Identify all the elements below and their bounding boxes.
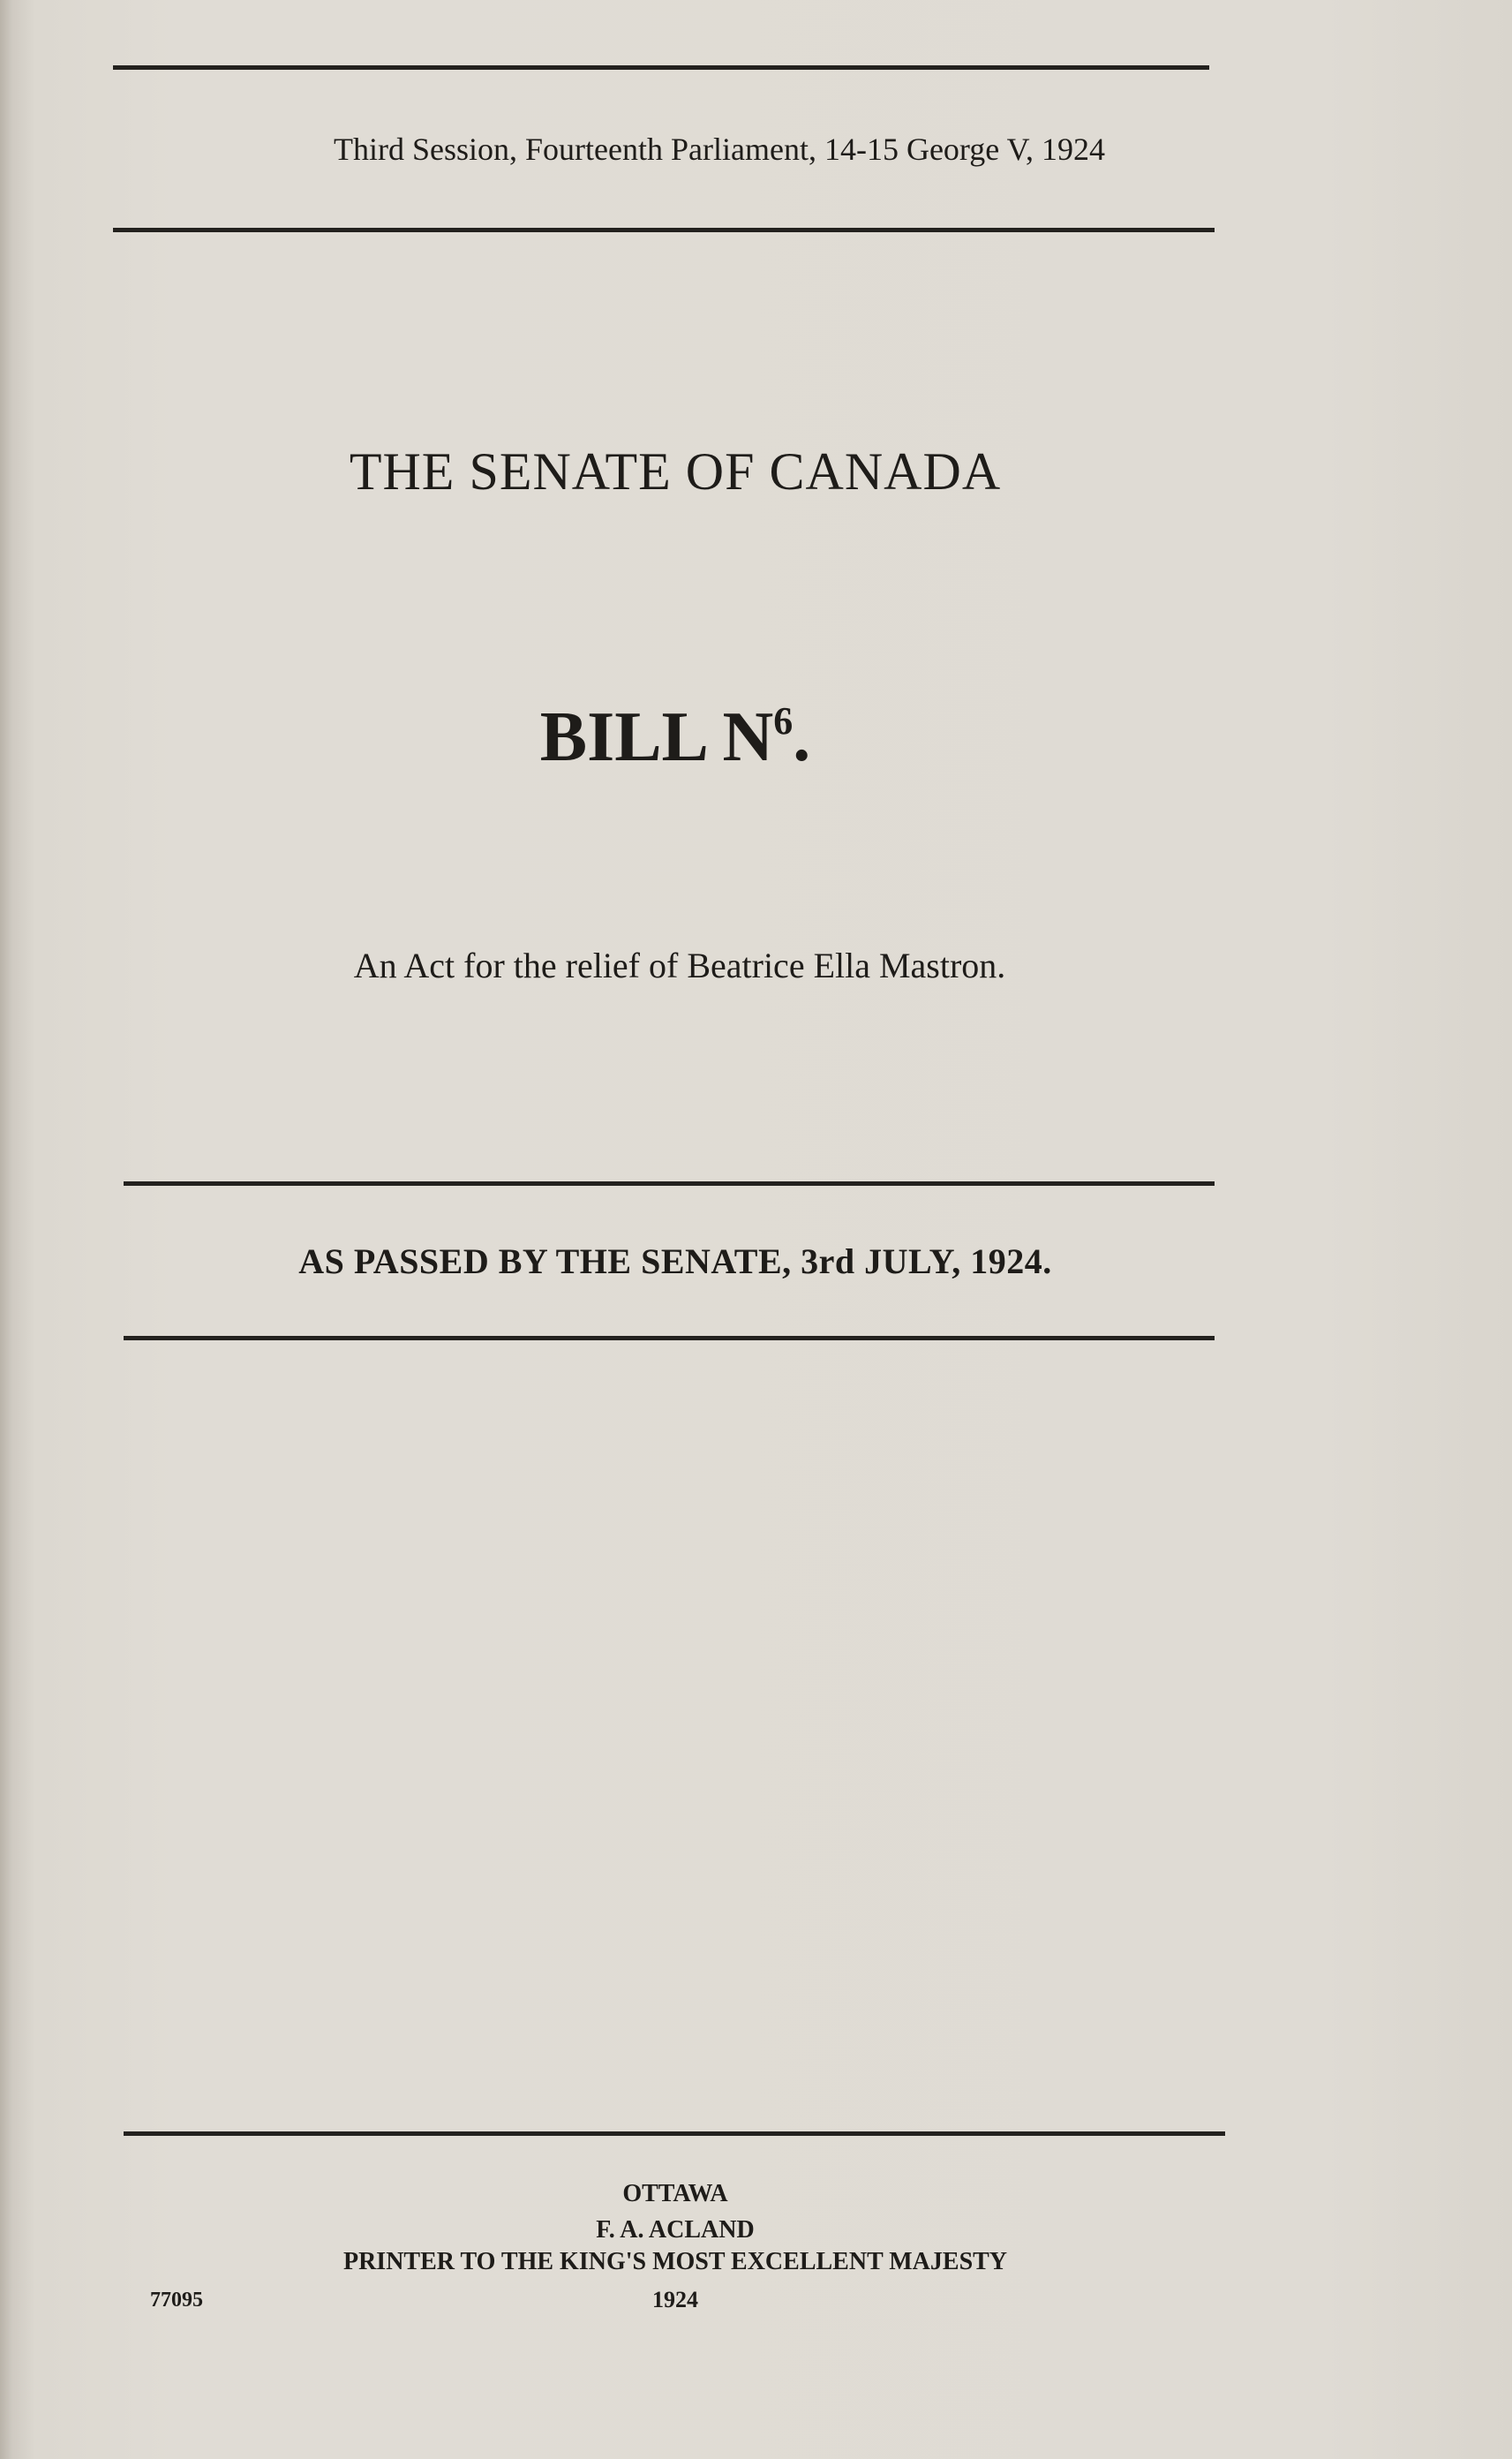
imprint-printer-title: PRINTER TO THE KING'S MOST EXCELLENT MAJESTY xyxy=(342,2248,1008,2275)
status-bottom-rule xyxy=(124,1336,1215,1340)
imprint-printer-name: F. A. ACLAND xyxy=(596,2216,755,2244)
imprint-year: 1924 xyxy=(652,2287,698,2312)
bill-period: . xyxy=(793,698,811,776)
document-number: 77095 xyxy=(150,2289,203,2312)
imprint-city: OTTAWA xyxy=(622,2180,728,2207)
passed-status: AS PASSED BY THE SENATE, 3rd JULY, 1924. xyxy=(298,1241,1052,1281)
session-line: Third Session, Fourteenth Parliament, 14-15 George V, 1924 xyxy=(334,132,1105,167)
bill-number xyxy=(53,698,1298,778)
act-description: An Act for the relief of Beatrice Ella Mastron. xyxy=(353,946,1006,985)
status-top-rule xyxy=(124,1181,1215,1186)
institution-title: THE SENATE OF CANADA xyxy=(349,442,1002,501)
bill-number-superscript: 6 xyxy=(773,699,794,743)
bill-label: BILL N xyxy=(539,698,774,776)
top-rule xyxy=(113,65,1209,70)
header-bottom-rule xyxy=(113,228,1215,232)
imprint-top-rule xyxy=(124,2131,1225,2136)
